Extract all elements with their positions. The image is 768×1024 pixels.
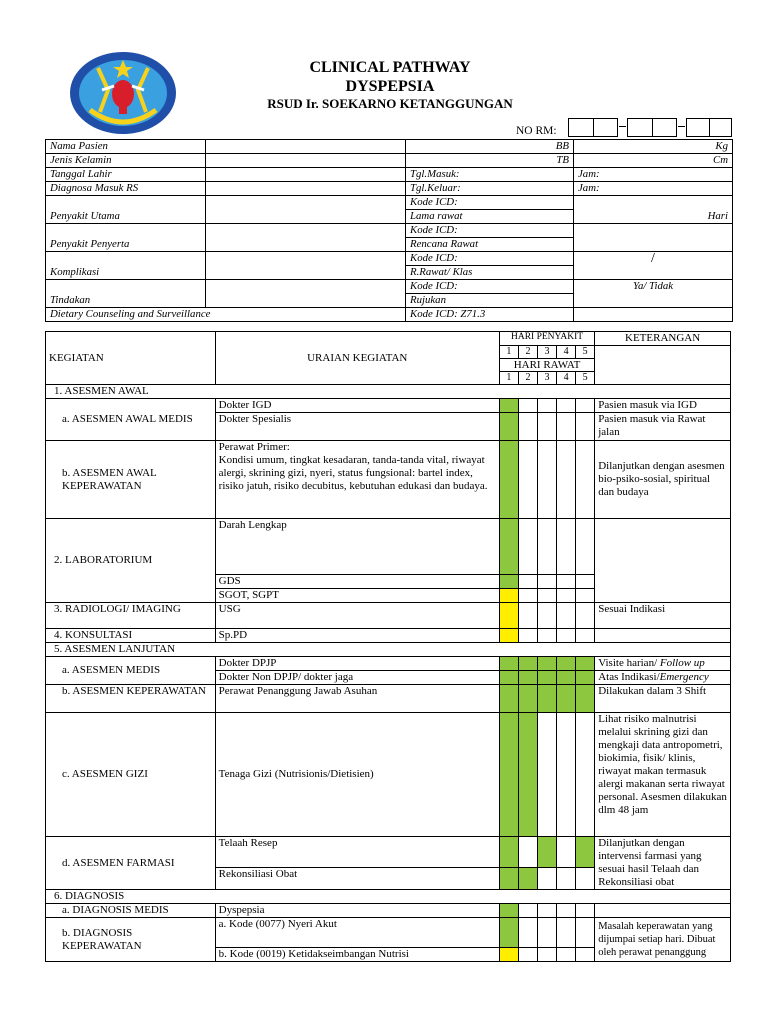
day-cell[interactable]	[576, 399, 595, 413]
ket-dpjp-text: Visite harian/	[598, 657, 660, 669]
day-cell[interactable]	[557, 867, 576, 889]
section-radiologi: 3. RADIOLOGI/ IMAGING	[46, 603, 216, 629]
day-cell-checked[interactable]	[499, 867, 518, 889]
day-cell[interactable]	[537, 399, 556, 413]
row-asesmen-gizi: c. ASESMEN GIZI	[46, 713, 216, 837]
header-uraian: URAIAN KEGIATAN	[215, 332, 499, 385]
day-cell[interactable]	[518, 904, 537, 918]
day-cell-checked[interactable]	[499, 399, 518, 413]
cell-ppja: Perawat Penanggung Jawab Asuhan	[215, 685, 499, 713]
day-cell[interactable]	[557, 629, 576, 643]
ket-non-dpjp-emergency: Emergency	[659, 671, 709, 683]
field-jenis-kelamin[interactable]	[206, 154, 406, 168]
cell-sppd: Sp.PD	[215, 629, 499, 643]
keterangan-blank	[595, 346, 731, 385]
day-2: 2	[518, 372, 537, 385]
day-cell-checked[interactable]	[499, 904, 518, 918]
day-1: 1	[499, 346, 518, 359]
label-diagnosa-masuk: Diagnosa Masuk RS	[46, 182, 206, 196]
day-cell[interactable]	[537, 575, 556, 589]
label-dietary: Dietary Counseling and Surveillance	[46, 308, 406, 322]
row-asesmen-awal-keperawatan: b. ASESMEN AWAL KEPERAWATAN	[46, 441, 216, 519]
day-cell[interactable]	[537, 519, 556, 575]
day-cell-checked[interactable]	[576, 657, 595, 671]
field-nama[interactable]	[206, 140, 406, 154]
label-lama-rawat: Lama rawat	[406, 210, 574, 224]
day-cell-checked[interactable]	[557, 657, 576, 671]
day-cell[interactable]	[537, 918, 556, 948]
day-cell-checked[interactable]	[499, 918, 518, 948]
cell-darah-lengkap: Darah Lengkap	[215, 519, 499, 575]
day-cell[interactable]	[576, 441, 595, 519]
day-cell-checked[interactable]	[499, 685, 518, 713]
day-4: 4	[557, 346, 576, 359]
day-cell[interactable]	[576, 948, 595, 962]
label-jenis-kelamin: Jenis Kelamin	[46, 154, 206, 168]
cell-dyspepsia: Dyspepsia	[215, 904, 499, 918]
day-cell[interactable]	[576, 603, 595, 629]
ket-usg: Sesuai Indikasi	[595, 603, 731, 629]
day-cell-checked[interactable]	[537, 685, 556, 713]
cell-dokter-spesialis: Dokter Spesialis	[215, 413, 499, 441]
label-kode-icd: Kode ICD:	[406, 280, 574, 294]
day-cell[interactable]	[576, 413, 595, 441]
ket-dpjp	[595, 657, 731, 671]
ket-gizi: Lihat risiko malnutrisi melalui skrining gizi dan mengkaji data antropometri, biokimia, fisik/ klinis, riwayat makan termasuk alergi makanan serta riwayat personal. Asesmen dilakukan dlm 48 jam	[595, 713, 731, 837]
label-tindakan: Tindakan	[46, 280, 206, 308]
cell-telaah-resep: Telaah Resep	[215, 837, 499, 868]
cell-tenaga-gizi: Tenaga Gizi (Nutrisionis/Dietisien)	[215, 713, 499, 837]
day-cell-checked[interactable]	[518, 671, 537, 685]
label-rujukan: Rujukan	[406, 294, 574, 308]
label-penyakit-utama: Penyakit Utama	[46, 196, 206, 224]
unit-kg: Kg	[574, 140, 733, 154]
day-cell[interactable]	[557, 441, 576, 519]
day-cell[interactable]	[518, 837, 537, 868]
field-penyakit-utama[interactable]	[206, 196, 406, 224]
ket-non-dpjp-text: Atas Indikasi/	[598, 671, 660, 683]
section-asesmen-awal: 1. ASESMEN AWAL	[46, 385, 731, 399]
field-tindakan[interactable]	[206, 280, 406, 308]
day-cell-checked[interactable]	[537, 657, 556, 671]
day-cell[interactable]	[576, 867, 595, 889]
day-cell[interactable]	[557, 399, 576, 413]
day-cell-checked[interactable]	[499, 519, 518, 575]
day-cell-optional[interactable]	[499, 603, 518, 629]
row-asesmen-awal-medis: a. ASESMEN AWAL MEDIS	[46, 399, 216, 441]
day-cell-optional[interactable]	[499, 589, 518, 603]
hospital-name: RSUD Ir. SOEKARNO KETANGGUNGAN	[267, 96, 513, 111]
day-4: 4	[557, 372, 576, 385]
label-rawat-klas: R.Rawat/ Klas	[406, 266, 574, 280]
row-asesmen-farmasi: d. ASESMEN FARMASI	[46, 837, 216, 890]
label-tgl-masuk: Tgl.Masuk:	[406, 168, 574, 182]
ket-dpjp-followup: Follow up	[659, 657, 705, 669]
day-cell[interactable]	[557, 603, 576, 629]
day-cell[interactable]	[518, 629, 537, 643]
label-bb: BB	[406, 140, 574, 154]
day-cell-checked[interactable]	[537, 671, 556, 685]
ket-keperawatan: Dilanjutkan dengan asesmen bio-psiko-sosial, spiritual dan budaya	[595, 441, 731, 519]
day-cell-checked[interactable]	[499, 413, 518, 441]
day-cell-checked[interactable]	[518, 685, 537, 713]
day-cell[interactable]	[518, 918, 537, 948]
day-cell-checked[interactable]	[499, 657, 518, 671]
cell-usg: USG	[215, 603, 499, 629]
day-cell[interactable]	[557, 904, 576, 918]
cell-kode-0077: a. Kode (0077) Nyeri Akut	[215, 918, 499, 948]
cell-perawat-primer	[215, 441, 499, 519]
slash-rawat-klas: /	[574, 252, 733, 280]
cell-gds: GDS	[215, 575, 499, 589]
no-rm-label: NO RM:	[516, 125, 557, 137]
day-cell[interactable]	[518, 948, 537, 962]
ket-konsultasi	[595, 629, 731, 643]
day-cell[interactable]	[537, 904, 556, 918]
day-cell[interactable]	[557, 413, 576, 441]
header-hari-rawat: HARI RAWAT	[499, 359, 594, 372]
no-rm-box-2[interactable]	[627, 118, 677, 137]
perawat-primer-label: Perawat Primer:	[218, 441, 290, 453]
cell-dokter-non-dpjp: Dokter Non DPJP/ dokter jaga	[215, 671, 499, 685]
day-cell[interactable]	[576, 918, 595, 948]
day-cell-checked[interactable]	[557, 685, 576, 713]
day-cell[interactable]	[557, 948, 576, 962]
row-asesmen-medis: a. ASESMEN MEDIS	[46, 657, 216, 685]
no-rm-dash	[678, 126, 685, 127]
field-penyakit-penyerta[interactable]	[206, 224, 406, 252]
label-kode-icd: Kode ICD:	[406, 252, 574, 266]
day-cell-checked[interactable]	[518, 867, 537, 889]
day-cell[interactable]	[537, 589, 556, 603]
day-cell-checked[interactable]	[537, 837, 556, 868]
day-cell-checked[interactable]	[518, 713, 537, 837]
cell-kode-0019: b. Kode (0019) Ketidakseimbangan Nutrisi	[215, 948, 499, 962]
day-cell-checked[interactable]	[499, 713, 518, 837]
ket-diagnosis-medis	[595, 904, 731, 918]
day-3: 3	[537, 372, 556, 385]
section-diagnosis: 6. DIAGNOSIS	[46, 890, 731, 904]
field-dietary[interactable]	[574, 308, 733, 322]
day-cell[interactable]	[557, 713, 576, 837]
day-5: 5	[576, 346, 595, 359]
day-cell[interactable]	[537, 867, 556, 889]
label-jam-masuk: Jam:	[574, 168, 733, 182]
day-2: 2	[518, 346, 537, 359]
section-laboratorium: 2. LABORATORIUM	[46, 519, 216, 603]
day-cell-checked[interactable]	[557, 671, 576, 685]
day-cell-checked[interactable]	[499, 837, 518, 868]
day-cell-checked[interactable]	[576, 685, 595, 713]
day-cell-optional[interactable]	[499, 629, 518, 643]
label-jam-keluar: Jam:	[574, 182, 733, 196]
day-cell[interactable]	[518, 519, 537, 575]
section-konsultasi: 4. KONSULTASI	[46, 629, 216, 643]
field-tanggal-lahir[interactable]	[206, 168, 406, 182]
day-cell[interactable]	[537, 713, 556, 837]
no-rm-box-3[interactable]	[686, 118, 732, 137]
field-komplikasi[interactable]	[206, 252, 406, 280]
cell-rekonsiliasi-obat: Rekonsiliasi Obat	[215, 867, 499, 889]
option-ya-tidak[interactable]: Ya/ Tidak	[574, 280, 733, 308]
day-cell[interactable]	[576, 904, 595, 918]
day-cell[interactable]	[518, 441, 537, 519]
cell-dokter-dpjp: Dokter DPJP	[215, 657, 499, 671]
ket-ppja: Dilakukan dalam 3 Shift	[595, 685, 731, 713]
day-cell[interactable]	[576, 713, 595, 837]
row-asesmen-keperawatan: b. ASESMEN KEPERAWATAN	[46, 685, 216, 713]
field-rencana-rawat[interactable]	[574, 224, 733, 252]
patient-info-table	[45, 139, 733, 322]
label-tb: TB	[406, 154, 574, 168]
header-keterangan: KETERANGAN	[595, 332, 731, 346]
label-kode-icd: Kode ICD:	[406, 224, 574, 238]
day-1: 1	[499, 372, 518, 385]
day-cell-checked[interactable]	[499, 575, 518, 589]
day-3: 3	[537, 346, 556, 359]
day-cell[interactable]	[518, 575, 537, 589]
day-cell[interactable]	[557, 575, 576, 589]
field-diagnosa-masuk[interactable]	[206, 182, 406, 196]
day-cell[interactable]	[518, 589, 537, 603]
day-cell[interactable]	[576, 629, 595, 643]
day-cell[interactable]	[537, 948, 556, 962]
ket-laboratorium	[595, 519, 731, 603]
day-cell[interactable]	[576, 589, 595, 603]
day-cell[interactable]	[537, 629, 556, 643]
section-asesmen-lanjutan: 5. ASESMEN LANJUTAN	[46, 643, 731, 657]
day-cell[interactable]	[537, 603, 556, 629]
unit-hari: Hari	[574, 196, 733, 224]
ket-diagnosis-keperawatan: Masalah keperawatan yang dijumpai setiap hari. Dibuat oleh perawat penanggung	[595, 918, 731, 962]
header-kegiatan: KEGIATAN	[46, 332, 216, 385]
day-cell-checked[interactable]	[518, 657, 537, 671]
day-cell[interactable]	[576, 575, 595, 589]
activities-table	[45, 331, 731, 962]
label-nama: Nama Pasien	[46, 140, 206, 154]
label-tanggal-lahir: Tanggal Lahir	[46, 168, 206, 182]
no-rm-box-1[interactable]	[568, 118, 618, 137]
label-tgl-keluar: Tgl.Keluar:	[406, 182, 574, 196]
ket-non-dpjp	[595, 671, 731, 685]
day-cell-optional[interactable]	[499, 948, 518, 962]
title-clinical-pathway: CLINICAL PATHWAY	[309, 59, 471, 76]
cell-sgot-sgpt: SGOT, SGPT	[215, 589, 499, 603]
row-diagnosis-keperawatan: b. DIAGNOSIS KEPERAWATAN	[46, 918, 216, 962]
day-cell[interactable]	[537, 441, 556, 519]
label-penyakit-penyerta: Penyakit Penyerta	[46, 224, 206, 252]
day-5: 5	[576, 372, 595, 385]
day-cell[interactable]	[557, 589, 576, 603]
ket-igd: Pasien masuk via IGD	[595, 399, 731, 413]
kondisi-text: Kondisi umum, tingkat kesadaran, tanda-tanda vital, riwayat alergi, skrining gizi, nyeri, status fungsional: bartel index, risiko jatuh, risiko decubitus, kebutuhan edukasi dan budaya.	[218, 454, 488, 492]
day-cell-checked[interactable]	[576, 671, 595, 685]
hospital-logo-icon	[68, 50, 178, 136]
label-rencana-rawat: Rencana Rawat	[406, 238, 574, 252]
day-cell[interactable]	[557, 519, 576, 575]
label-kode-icd: Kode ICD:	[406, 196, 574, 210]
header-hari-penyakit: HARI PENYAKIT	[499, 332, 594, 346]
day-cell[interactable]	[518, 603, 537, 629]
title-diagnosis: DYSPEPSIA	[345, 78, 435, 95]
ket-spesialis: Pasien masuk via Rawat jalan	[595, 413, 731, 441]
dietary-icd: Kode ICD: Z71.3	[406, 308, 574, 322]
ket-farmasi: Dilanjutkan dengan intervensi farmasi yang sesuai hasil Telaah dan Rekonsiliasi obat	[595, 837, 731, 890]
day-cell[interactable]	[576, 519, 595, 575]
row-diagnosis-medis: a. DIAGNOSIS MEDIS	[46, 904, 216, 918]
day-cell[interactable]	[537, 413, 556, 441]
day-cell[interactable]	[557, 918, 576, 948]
day-cell-checked[interactable]	[499, 441, 518, 519]
no-rm-dash	[619, 126, 626, 127]
unit-cm: Cm	[574, 154, 733, 168]
day-cell[interactable]	[518, 413, 537, 441]
day-cell[interactable]	[518, 399, 537, 413]
day-cell-checked[interactable]	[499, 671, 518, 685]
day-cell[interactable]	[557, 837, 576, 868]
label-komplikasi: Komplikasi	[46, 252, 206, 280]
cell-dokter-igd: Dokter IGD	[215, 399, 499, 413]
day-cell-checked[interactable]	[576, 837, 595, 868]
